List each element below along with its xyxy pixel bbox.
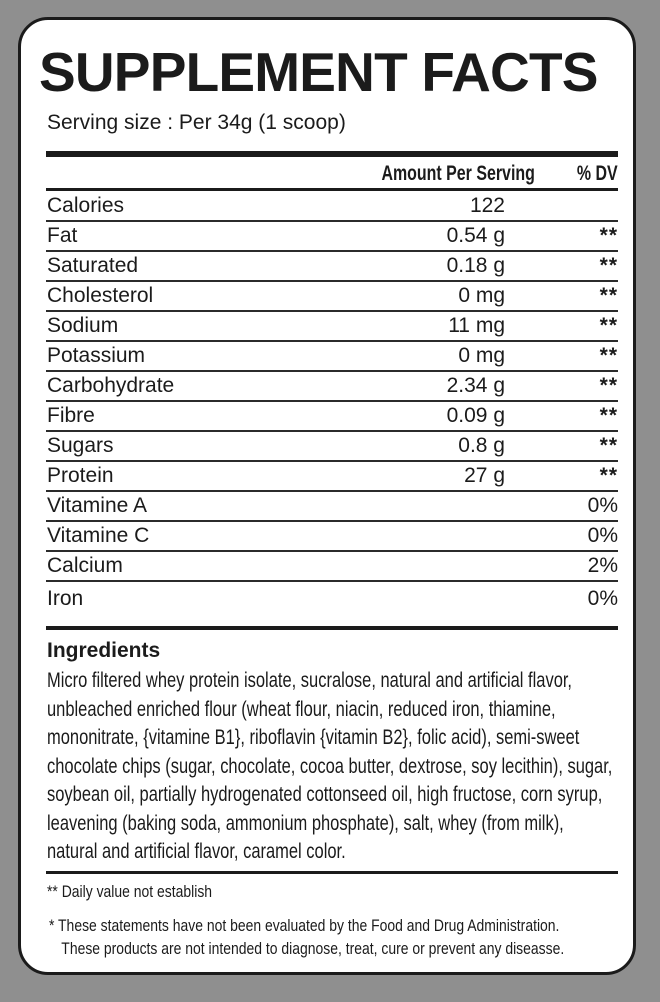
ingredients-text: Micro filtered whey protein isolate, sucralose, natural and artificial flavor, unbleached enriched flour (wheat flour, niacin, reduced iron, thiamine, mononitrate, {vitamine B1}, riboflavin {vitamin B2}, folic acid), semi-sweet chocolate chips (sugar, chocolate, cocoa butter, dextrose, soy lecithin), sugar, soybean oil, partially hydrogenated cottonseed oil, high fructose, corn syrup, leavening (baking soda, ammonium phosphate), salt, whey (from milk), natural and artificial flavor, caramel color. <box>47 669 613 863</box>
nutrient-name: Iron <box>47 587 84 610</box>
nutrient-name: Potassium <box>47 344 146 367</box>
nutrient-amount: 0 mg <box>458 344 505 367</box>
supplement-facts-panel <box>18 17 636 975</box>
nutrient-row <box>46 492 618 522</box>
serving-size: Serving size : Per 34g (1 scoop) <box>47 111 346 134</box>
nutrient-row <box>46 402 618 432</box>
nutrient-daily-value: 2% <box>587 554 618 577</box>
nutrient-row <box>46 252 618 282</box>
nutrient-row <box>46 192 618 222</box>
daily-value-footnote: ** Daily value not establish <box>47 882 213 901</box>
nutrient-daily-value: ** <box>599 374 618 397</box>
nutrient-daily-value: ** <box>599 224 618 247</box>
nutrient-name: Carbohydrate <box>47 374 175 397</box>
daily-value-header: % DV <box>577 162 618 185</box>
nutrient-name: Vitamine C <box>47 524 150 547</box>
nutrient-amount: 0.8 g <box>458 434 505 457</box>
nutrient-row <box>46 552 618 582</box>
nutrient-amount: 122 <box>469 194 505 217</box>
nutrient-daily-value: ** <box>599 284 618 307</box>
nutrient-name: Protein <box>47 464 114 487</box>
header-divider <box>46 188 618 191</box>
nutrient-table-header <box>46 161 618 187</box>
nutrient-amount: 0.09 g <box>446 404 505 427</box>
nutrient-name: Calories <box>47 194 125 217</box>
supplement-facts-title: SUPPLEMENT FACTS <box>39 41 598 103</box>
footer-divider <box>46 871 618 874</box>
nutrient-daily-value: ** <box>599 314 618 337</box>
fda-disclaimer <box>49 914 623 960</box>
amount-per-serving-header: Amount Per Serving <box>381 162 535 185</box>
nutrient-amount: 0.18 g <box>446 254 505 277</box>
nutrient-row <box>46 222 618 252</box>
nutrient-amount: 27 g <box>464 464 505 487</box>
nutrient-daily-value: ** <box>599 254 618 277</box>
nutrient-daily-value: 0% <box>587 524 618 547</box>
nutrient-name: Sodium <box>47 314 119 337</box>
nutrient-table <box>46 192 618 614</box>
nutrient-row <box>46 582 618 614</box>
nutrient-amount: 2.34 g <box>446 374 505 397</box>
nutrient-row <box>46 372 618 402</box>
nutrient-amount: 0.54 g <box>446 224 505 247</box>
nutrients-end-divider <box>46 626 618 630</box>
nutrient-name: Fat <box>47 224 78 247</box>
nutrient-name: Fibre <box>47 404 95 427</box>
nutrient-row <box>46 342 618 372</box>
fda-disclaimer-line-1: * These statements have not been evaluated by the Food and Drug Administration. <box>49 916 560 935</box>
nutrient-row <box>46 462 618 492</box>
top-divider <box>46 151 618 157</box>
nutrient-daily-value: ** <box>599 404 618 427</box>
nutrient-row <box>46 312 618 342</box>
nutrient-row <box>46 432 618 462</box>
nutrient-amount: 0 mg <box>458 284 505 307</box>
nutrient-name: Cholesterol <box>47 284 154 307</box>
nutrient-row <box>46 522 618 552</box>
ingredients-heading: Ingredients <box>47 639 161 662</box>
nutrient-daily-value: ** <box>599 464 618 487</box>
nutrient-daily-value: 0% <box>587 587 618 610</box>
nutrient-daily-value: ** <box>599 434 618 457</box>
nutrient-amount: 11 mg <box>448 314 505 337</box>
fda-disclaimer-line-2: These products are not intended to diagnose, treat, cure or prevent any diseasse. <box>61 939 565 958</box>
nutrient-name: Saturated <box>47 254 139 277</box>
nutrient-daily-value: ** <box>599 344 618 367</box>
nutrient-daily-value: 0% <box>587 494 618 517</box>
nutrient-name: Calcium <box>47 554 123 577</box>
nutrient-name: Vitamine A <box>47 494 148 517</box>
nutrient-row <box>46 282 618 312</box>
nutrient-name: Sugars <box>47 434 114 457</box>
